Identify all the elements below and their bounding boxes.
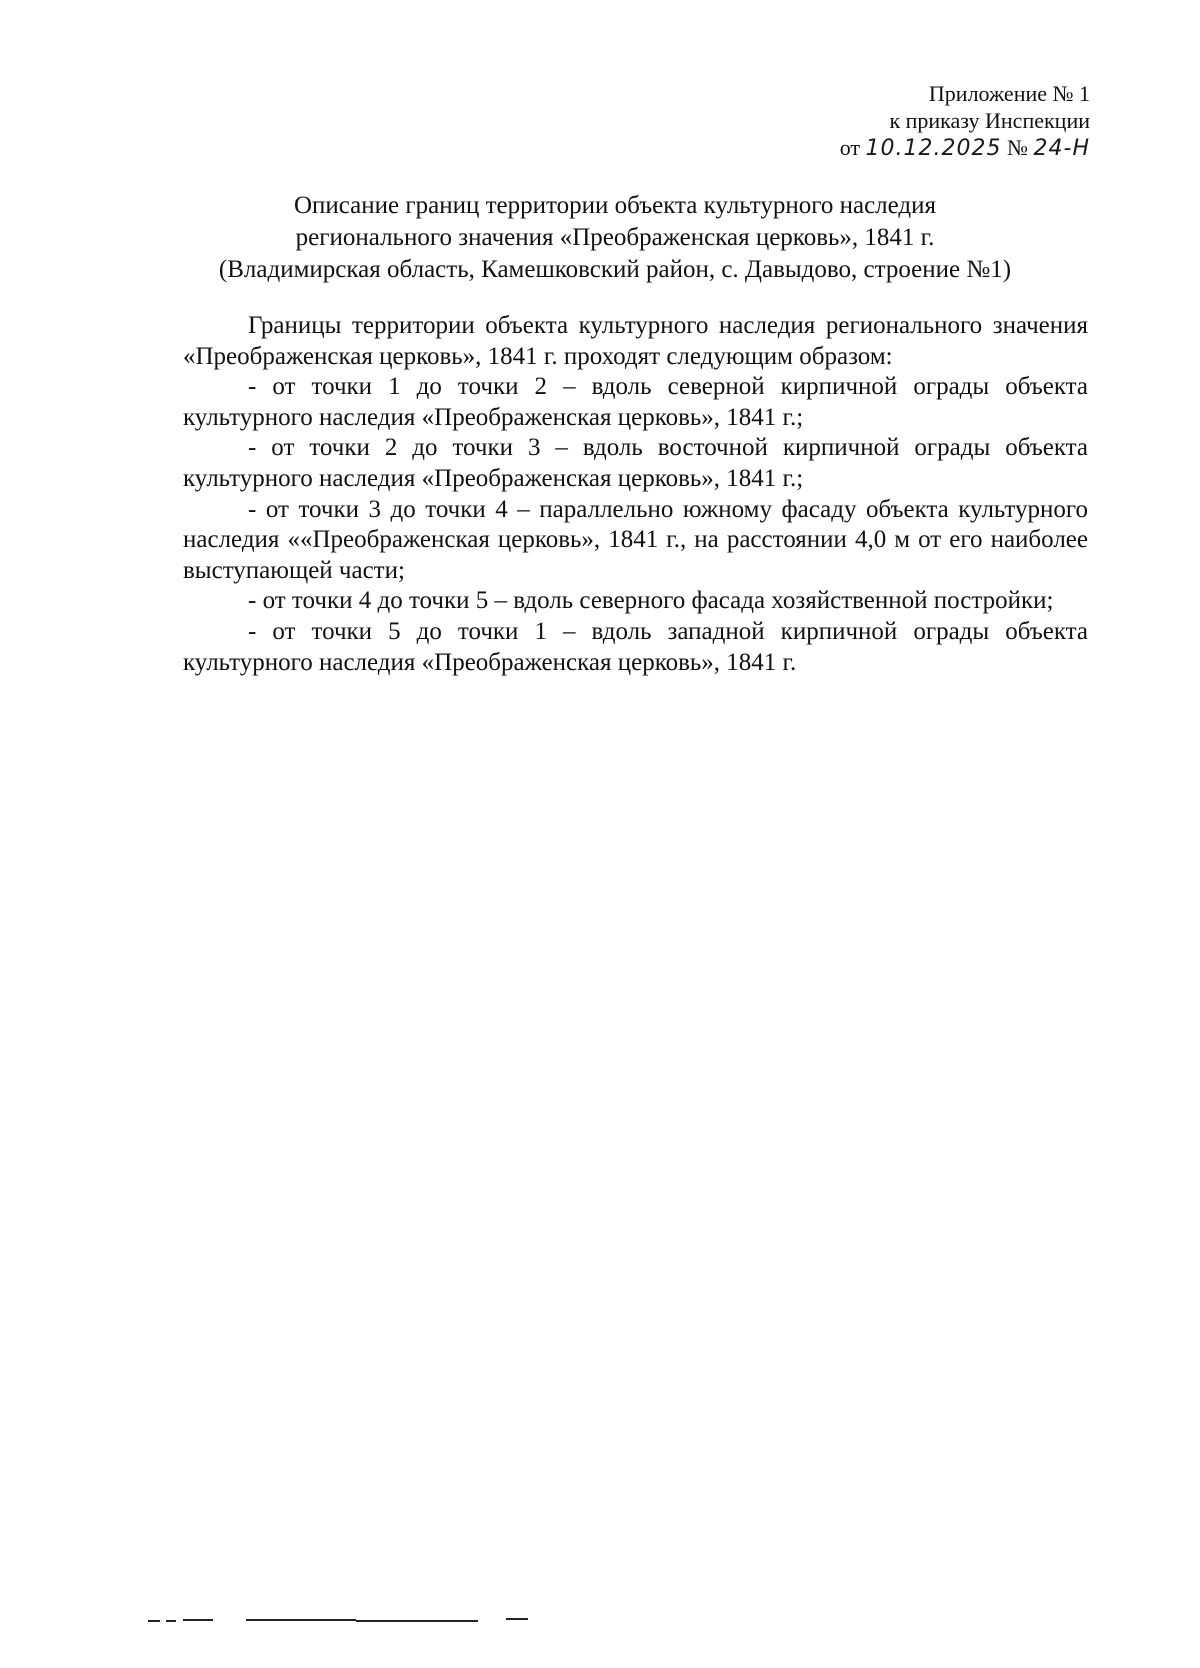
scan-artifact-lines	[0, 1610, 1200, 1630]
title-line-1: Описание границ территории объекта культурного наследия	[293, 192, 937, 219]
handwritten-number: 24-Н	[1033, 136, 1090, 161]
document-body	[183, 311, 1088, 678]
handwritten-date: 10.12.2025	[865, 136, 1002, 161]
scan-mark	[246, 1619, 356, 1621]
scan-mark	[166, 1620, 176, 1622]
scan-mark	[356, 1620, 478, 1622]
paragraph-segment-4-5: - от точки 4 до точки 5 – вдоль северного фасада хозяйственной постройки;	[248, 587, 1054, 615]
annex-title: Приложение № 1	[928, 81, 1090, 106]
paragraph-segment-2-3: - от точки 2 до точки 3 – вдоль восточной кирпичной ограды объекта культурного наследия «Преображенская церковь», 1841 г.;	[183, 434, 1088, 492]
document-title	[180, 190, 1050, 286]
annex-order-reference: к приказу Инспекции	[889, 108, 1090, 133]
title-line-3: (Владимирская область, Камешковский район, с. Давыдово, строение №1)	[218, 256, 1012, 283]
title-line-2: регионального значения «Преображенская церковь», 1841 г.	[295, 224, 935, 251]
date-prefix: от	[839, 135, 861, 160]
scan-mark	[183, 1619, 213, 1621]
annex-header	[840, 80, 1090, 162]
annex-date-number	[840, 134, 1090, 162]
scan-mark	[506, 1618, 528, 1620]
scan-mark	[148, 1620, 160, 1622]
paragraph-segment-3-4: - от точки 3 до точки 4 – параллельно южному фасаду объекта культурного наследия ««Преображенская церковь», 1841 г., на расстоянии 4,0 м от его наиболее выступающей части;	[183, 495, 1088, 584]
paragraph-segment-1-2: - от точки 1 до точки 2 – вдоль северной кирпичной ограды объекта культурного наследия «Преображенская церковь», 1841 г.;	[183, 373, 1088, 431]
paragraph-segment-5-1: - от точки 5 до точки 1 – вдоль западной кирпичной ограды объекта культурного наследия «Преображенская церковь», 1841 г.	[183, 617, 1088, 676]
number-prefix: №	[1007, 135, 1029, 160]
paragraph-intro: Границы территории объекта культурного наследия регионального значения «Преображенская церковь», 1841 г. проходят следующим образом:	[183, 312, 1088, 370]
